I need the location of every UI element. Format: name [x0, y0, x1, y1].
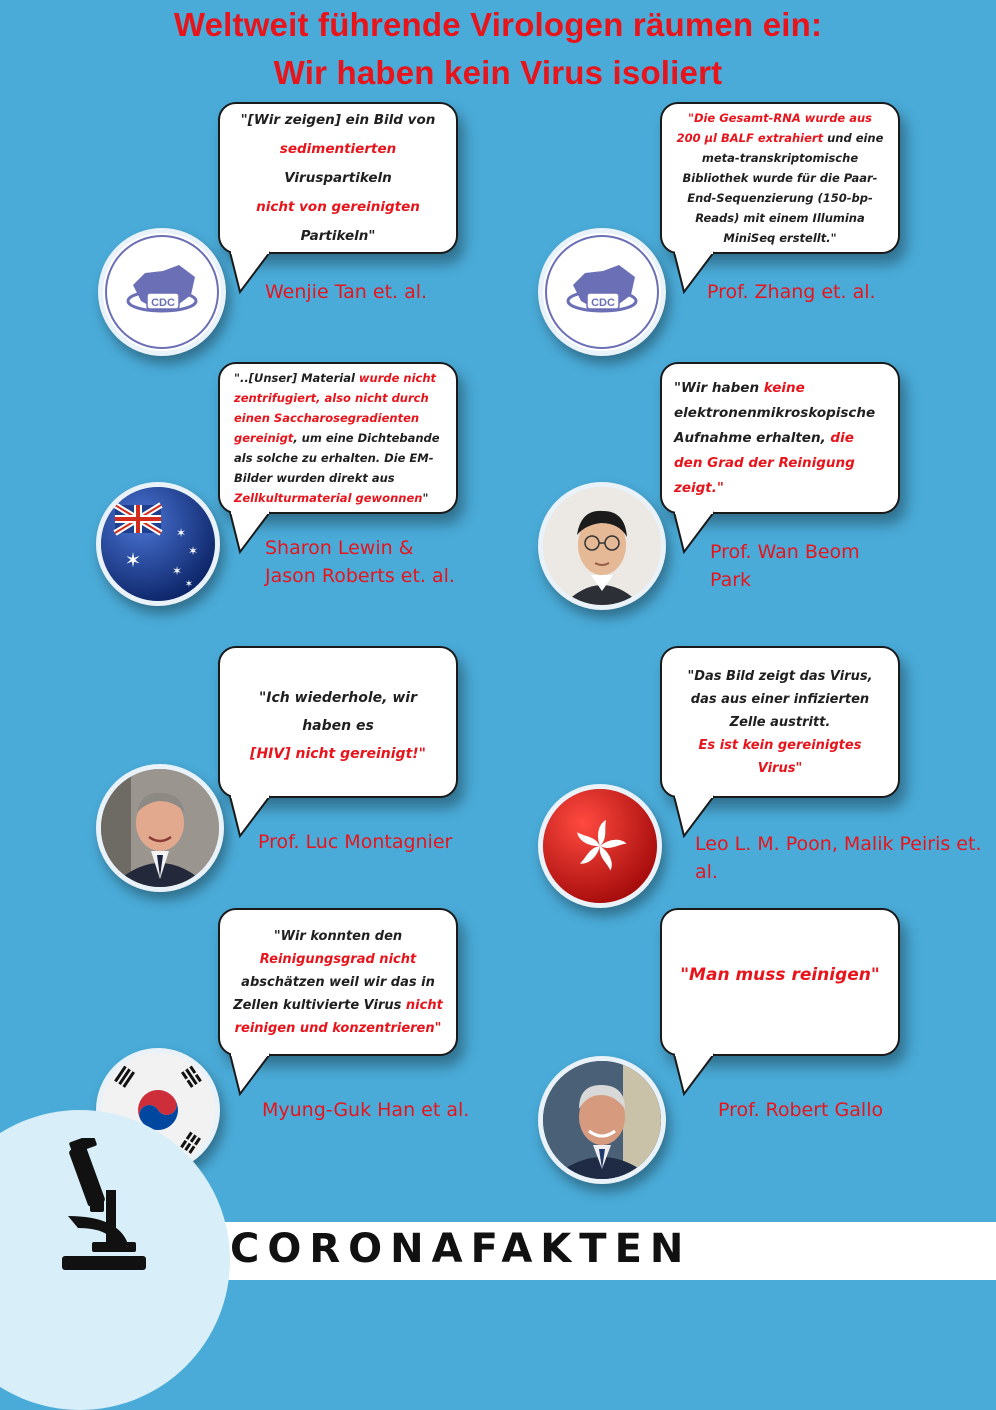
- author-tan: Wenjie Tan et. al.: [265, 281, 428, 303]
- author-poon: Leo L. M. Poon, Malik Peiris et. al.: [695, 833, 982, 883]
- microscope-icon: [48, 1138, 148, 1274]
- australia-flag-icon: [101, 487, 215, 601]
- svg-text:✶: ✶: [124, 550, 142, 572]
- cdc-logo: [543, 233, 661, 351]
- portrait-montagnier-avatar: [96, 764, 224, 892]
- bubble-tail-gallo: [664, 1052, 724, 1102]
- quote-bubble-gallo: "Man muss reinigen": [660, 908, 900, 1056]
- svg-text:✶: ✶: [184, 579, 194, 590]
- author-gallo: Prof. Robert Gallo: [718, 1099, 884, 1121]
- svg-text:CDC: CDC: [151, 297, 175, 309]
- hongkong-flag-avatar: [538, 784, 662, 908]
- australia-flag-avatar: [96, 482, 220, 606]
- quote-bubble-tan: "[Wir zeigen] ein Bild von sedimentierten Viruspartikeln nicht von gereinigten Partikeln": [218, 102, 458, 254]
- quote-bubble-park: "Wir haben keine elektronenmikroskopische Aufnahme erhalten, die den Grad der Reinigung zeigt.": [660, 362, 900, 514]
- person-portrait-icon: [101, 769, 219, 887]
- headline-line-2: Wir haben kein Virus isoliert: [273, 54, 723, 91]
- quote-bubble-montagnier: "Ich wiederhole, wir haben es [HIV] nicht gereinigt!": [218, 646, 458, 798]
- svg-text:✶: ✶: [175, 526, 187, 540]
- author-zhang: Prof. Zhang et. al.: [707, 281, 876, 303]
- author-park: Prof. Wan Beom Park: [710, 541, 860, 591]
- headline-line-1: Weltweit führende Virologen räumen ein:: [173, 6, 823, 43]
- bubble-tail-han: [220, 1052, 280, 1102]
- cdc-logo-avatar-2: [538, 228, 666, 356]
- author-lewin: Sharon Lewin & Jason Roberts et. al.: [265, 537, 455, 587]
- svg-text:CDC: CDC: [591, 297, 615, 309]
- svg-text:✶: ✶: [187, 544, 199, 558]
- portrait-park-avatar: [538, 482, 666, 610]
- person-portrait-icon: [543, 1061, 661, 1179]
- brand-wordmark: CORONAFAKTEN: [230, 1226, 692, 1272]
- hongkong-flag-icon: [543, 789, 657, 903]
- quote-bubble-poon: "Das Bild zeigt das Virus, das aus einer infizierten Zelle austritt. Es ist kein gereinigtes Virus": [660, 646, 900, 798]
- svg-text:✶: ✶: [171, 564, 183, 578]
- person-portrait-icon: [543, 487, 661, 605]
- author-han: Myung-Guk Han et al.: [262, 1099, 470, 1121]
- quote-bubble-han: "Wir konnten den Reinigungsgrad nicht abschätzen weil wir das in Zellen kultivierte Virus nicht reinigen und konzentrieren": [218, 908, 458, 1056]
- cdc-logo-avatar-1: [98, 228, 226, 356]
- quote-bubble-lewin: "..[Unser] Material wurde nicht zentrifugiert, also nicht durch einen Saccharosegradienten gereinigt, um eine Dichtebande als solche zu erhalten. Die EM-Bilder wurden direkt aus Zellkulturmaterial gewonnen": [218, 362, 458, 514]
- cdc-logo: [103, 233, 221, 351]
- quote-bubble-zhang: "Die Gesamt-RNA wurde aus 200 µl BALF extrahiert und eine meta-transkriptomische Bibliothek wurde für die Paar-End-Sequenzierung (150-bp-Reads) mit einem Illumina MiniSeq erstellt.": [660, 102, 900, 254]
- portrait-gallo-avatar: [538, 1056, 666, 1184]
- author-montagnier: Prof. Luc Montagnier: [258, 831, 453, 853]
